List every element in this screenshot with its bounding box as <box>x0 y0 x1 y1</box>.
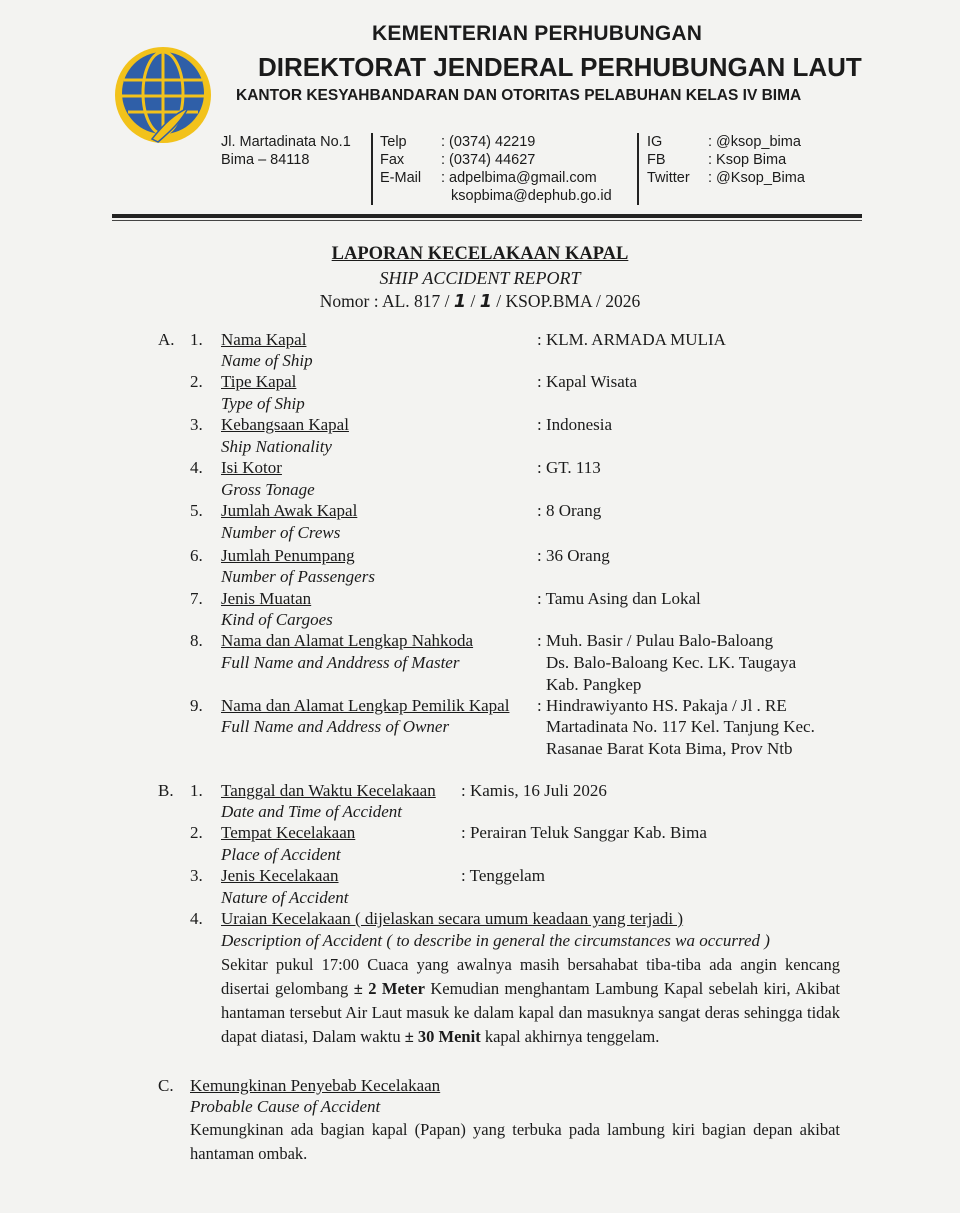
fax-label: Fax <box>380 152 405 168</box>
item-number: 3. <box>190 415 203 434</box>
telp-value: : (0374) 42219 <box>441 134 536 150</box>
item-number: 6. <box>190 546 203 565</box>
section-c-label: Kemungkinan Penyebab Kecelakaan <box>190 1076 441 1095</box>
report-number-sep: / <box>470 291 476 311</box>
email-label: E-Mail <box>380 170 422 186</box>
address-city: Bima – 84118 <box>221 152 310 168</box>
social-values <box>708 133 805 187</box>
item-value: : 36 Orang <box>537 546 610 565</box>
item-label: Jumlah Penumpang <box>221 546 355 565</box>
item-label-en: Gross Tonage <box>221 480 315 499</box>
item-number: 2. <box>190 823 203 842</box>
description-label-en: Description of Accident ( to describe in general the circumstances wa occurred ) <box>221 931 770 950</box>
directorate-name: DIREKTORAT JENDERAL PERHUBUNGAN LAUT <box>258 52 862 82</box>
report-number-hand-2: 1 <box>479 292 492 312</box>
item-label-en: Place of Accident <box>221 845 341 864</box>
description-text-part-1: Sekitar pukul 17:00 Cuaca yang awalnya masih bersahabat tiba-tiba ada angin kencang disertai gelombang <box>221 955 840 998</box>
report-subtitle: SHIP ACCIDENT REPORT <box>379 268 581 288</box>
item-label-en: Full Name and Address of Owner <box>221 717 450 736</box>
item-label: Nama Kapal <box>221 330 307 349</box>
description-text <box>221 953 840 1049</box>
report-number-prefix: Nomor : AL. 817 / <box>319 291 450 311</box>
item-number: 2. <box>190 372 203 391</box>
item-value: : Kapal Wisata <box>537 372 638 391</box>
phone-labels <box>380 133 421 187</box>
item-label-en: Name of Ship <box>221 351 313 370</box>
item-value: : Perairan Teluk Sanggar Kab. Bima <box>461 823 707 842</box>
ministry-logo <box>112 44 214 146</box>
letterhead-rule-thick <box>112 214 862 218</box>
item-label-en: Number of Crews <box>221 523 341 542</box>
ministry-name: KEMENTERIAN PERHUBUNGAN <box>372 22 703 45</box>
report-number-suffix: / KSOP.BMA / 2026 <box>496 291 641 311</box>
item-value-line-3: Kab. Pangkep <box>546 675 642 694</box>
item-number: 8. <box>190 631 203 650</box>
item-value: : Kamis, 16 Juli 2026 <box>461 781 607 800</box>
item-label: Kebangsaan Kapal <box>221 415 349 434</box>
item-label: Tempat Kecelakaan <box>221 823 356 842</box>
twitter-label: Twitter <box>647 170 690 186</box>
item-label-en: Ship Nationality <box>221 437 332 456</box>
sinking-duration: ± 30 Menit <box>404 1027 481 1046</box>
item-value-line-2: Martadinata No. 117 Kel. Tanjung Kec. <box>546 717 815 736</box>
item-label-en: Full Name and Anddress of Master <box>221 653 460 672</box>
letterhead-rule-thin <box>112 220 862 221</box>
item-label: Tipe Kapal <box>221 372 297 391</box>
section-c-label-en: Probable Cause of Accident <box>190 1097 381 1116</box>
report-number-hand-1: 1 <box>453 292 467 312</box>
item-number: 7. <box>190 589 203 608</box>
contact-divider-1 <box>371 133 373 205</box>
fax-value: : (0374) 44627 <box>441 152 536 168</box>
fb-label: FB <box>647 152 666 168</box>
fb-value: : Ksop Bima <box>708 152 787 168</box>
item-value: : Indonesia <box>537 415 613 434</box>
social-labels <box>647 133 690 187</box>
section-a-letter: A. <box>158 330 175 349</box>
item-label: Jumlah Awak Kapal <box>221 501 358 520</box>
probable-cause-text: Kemungkinan ada bagian kapal (Papan) yang terbuka pada lambung kiri bagian depan akibat hantaman ombak. <box>190 1120 840 1163</box>
phone-values <box>441 133 612 205</box>
item-label: Isi Kotor <box>221 458 282 477</box>
item-label-en: Kind of Cargoes <box>221 610 333 629</box>
description-text-part-3: kapal akhirnya tenggelam. <box>480 1027 660 1046</box>
item-label-en: Number of Passengers <box>221 567 375 586</box>
item-label-en: Date and Time of Accident <box>221 802 402 821</box>
wave-height: ± 2 Meter <box>353 979 425 998</box>
email-value-2[interactable]: ksopbima@dephub.go.id <box>451 188 612 204</box>
item-number: 4. <box>190 458 203 477</box>
report-number <box>0 291 960 312</box>
item-value: : Muh. Basir / Pulau Balo-Baloang <box>537 631 774 650</box>
item-number: 1. <box>190 330 203 349</box>
section-b-letter: B. <box>158 781 174 800</box>
item-number: 5. <box>190 501 203 520</box>
item-label-en: Nature of Accident <box>221 888 349 907</box>
description-label: Uraian Kecelakaan ( dijelaskan secara umum keadaan yang terjadi ) <box>221 909 684 928</box>
item-label: Tanggal dan Waktu Kecelakaan <box>221 781 436 800</box>
address-block <box>221 133 351 169</box>
ig-label: IG <box>647 134 663 150</box>
address-street: Jl. Martadinata No.1 <box>221 134 351 150</box>
item-label: Jenis Muatan <box>221 589 312 608</box>
item-number: 9. <box>190 696 203 715</box>
item-value: : Tenggelam <box>461 866 545 885</box>
report-title: LAPORAN KECELAKAAN KAPAL <box>331 244 629 264</box>
item-label-en: Type of Ship <box>221 394 305 413</box>
item-value: : GT. 113 <box>537 458 601 477</box>
telp-label: Telp <box>380 134 407 150</box>
office-name: KANTOR KESYAHBANDARAN DAN OTORITAS PELABUHAN KELAS IV BIMA <box>236 87 802 104</box>
item-label: Nama dan Alamat Lengkap Pemilik Kapal <box>221 696 510 715</box>
ig-value: : @ksop_bima <box>708 134 801 150</box>
item-number: 1. <box>190 781 203 800</box>
item-value: : Tamu Asing dan Lokal <box>537 589 701 608</box>
item-value-line-3: Rasanae Barat Kota Bima, Prov Ntb <box>546 739 793 758</box>
description-text-part-2: Kemudian menghantam Lambung Kapal sebelah kiri, Akibat hantaman tersebut Air Laut masuk ke dalam kapal dan masuknya sangat deras sehingga tidak dapat diatasi, Dalam waktu <box>221 979 840 1046</box>
item-value: : Hindrawiyanto HS. Pakaja / Jl . RE <box>537 696 787 715</box>
item-number: 3. <box>190 866 203 885</box>
item-value-line-2: Ds. Balo-Baloang Kec. LK. Taugaya <box>546 653 797 672</box>
contact-divider-2 <box>637 133 639 205</box>
item-value: : KLM. ARMADA MULIA <box>537 330 726 349</box>
item-label: Nama dan Alamat Lengkap Nahkoda <box>221 631 474 650</box>
section-c-letter: C. <box>158 1076 174 1095</box>
email-value[interactable]: : adpelbima@gmail.com <box>441 170 597 186</box>
item-number: 4. <box>190 909 203 928</box>
twitter-value: : @Ksop_Bima <box>708 170 805 186</box>
item-label: Jenis Kecelakaan <box>221 866 339 885</box>
item-value: : 8 Orang <box>537 501 602 520</box>
